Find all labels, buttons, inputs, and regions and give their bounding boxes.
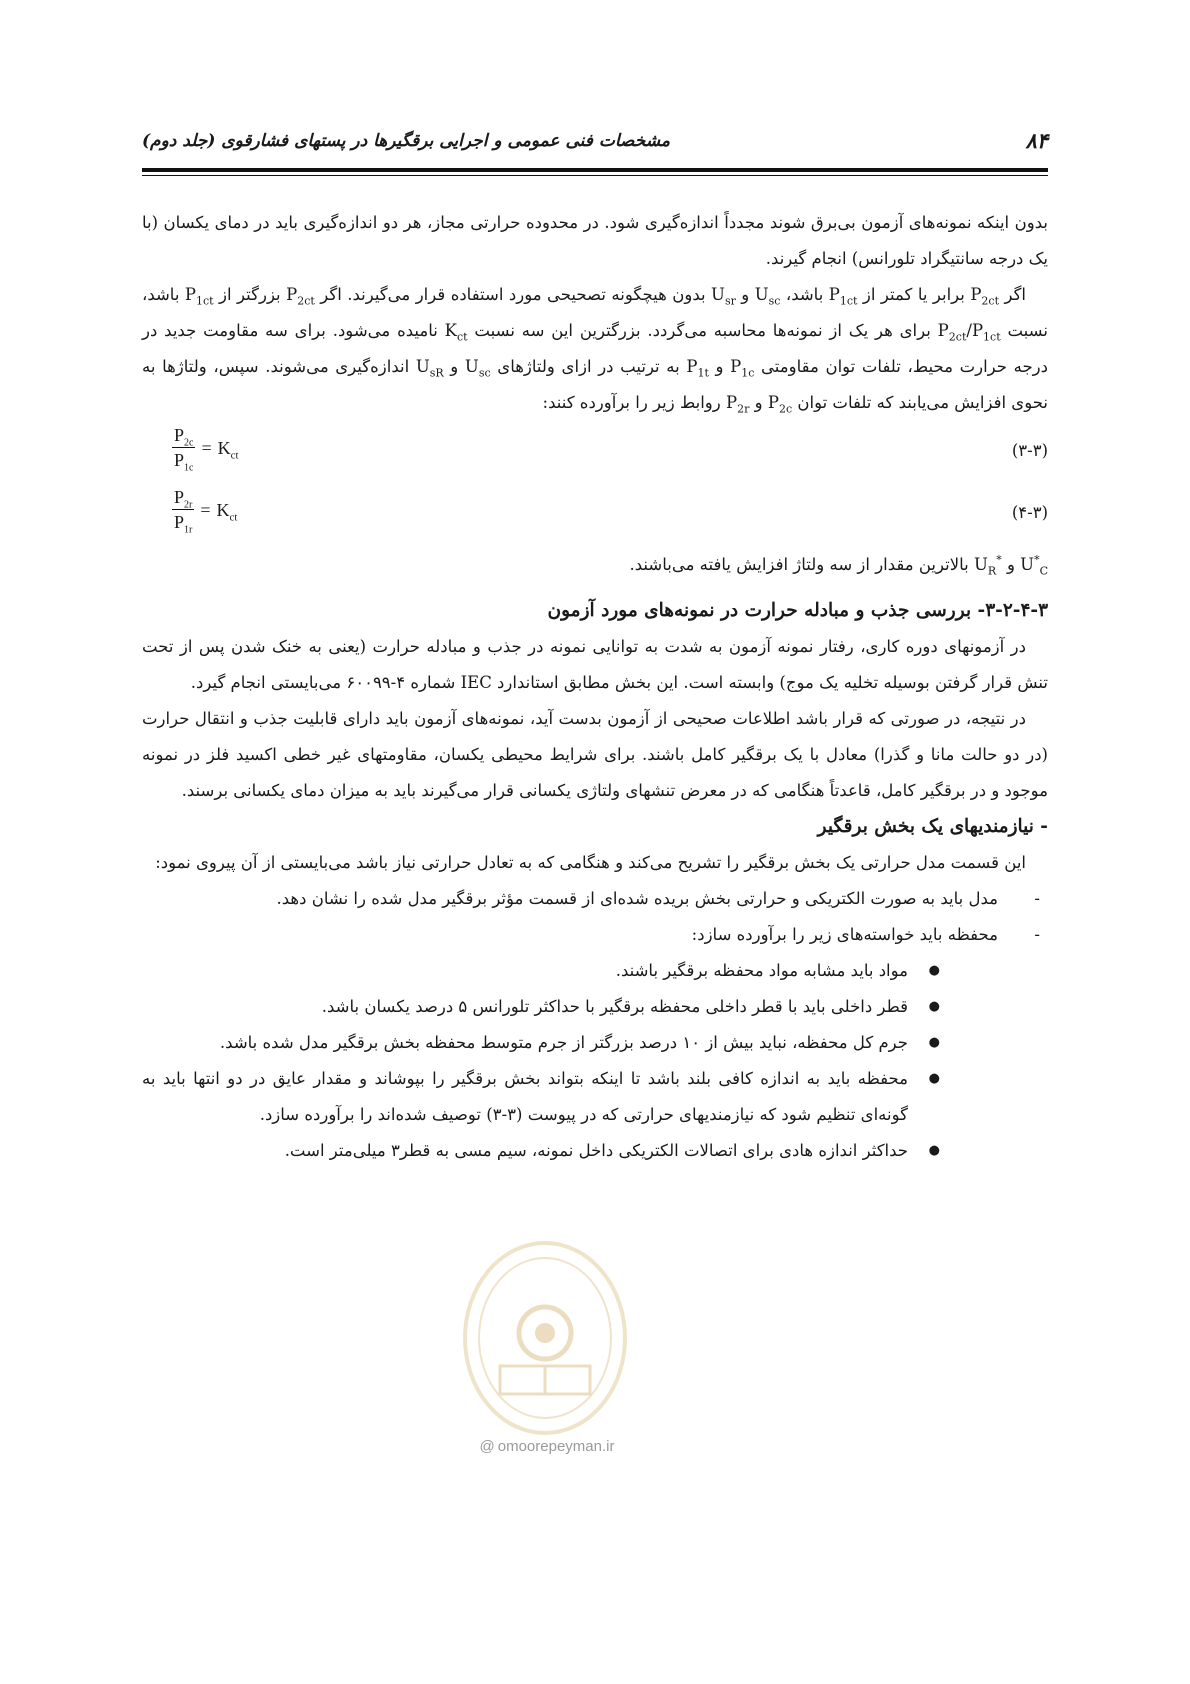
equation-number: (۴-۳) [1011,503,1048,522]
list-item: ● جرم کل محفظه، نباید بیش از ۱۰ درصد بزرگتر از جرم متوسط محفظه بخش برقگیر مدل شده باشد. [219,1033,940,1052]
watermark-logo [460,1238,630,1438]
section-paragraph-1: در آزمونهای دوره کاری، رفتار نمونه آزمون به شدت به توانایی نمونه در جذب و مبادله حرارت (یعنی به خنک شدن پس از تحت تنش قرار گرفتن بوسیله تخلیه یک موج) وابسته است. این بخش مطابق استاندارد IEC شماره ۴-۶۰۰۹۹ می‌بایستی انجام گیرد. [142,637,1048,692]
list-item: ● مواد باید مشابه مواد محفظه برقگیر باشند. [615,961,940,980]
section-paragraph-2: در نتیجه، در صورتی که قرار باشد اطلاعات صحیحی از آزمون بدست آید، نمونه‌های آزمون باید دارای قابلیت جذب و انتقال حرارت (در دو حالت مانا و گذرا) معادل با یک برقگیر کامل باشند. برای شرایط محیطی یکسان، مقاومتهای غیر خطی اکسید فلز در نمونه موجود و در برقگیر کامل، قاعدتاً هنگامی که در معرض تنشهای ولتاژی یکسانی قرار می‌گیرند باید به میزان دمای یکسانی برسند. [142,709,1048,800]
fraction: $\frac{P_{2c}}{P_{1c}}$ [174,425,194,474]
list-item: - مدل باید به صورت الکتریکی و حرارتی بخش بریده شده‌ای از قسمت مؤثر برقگیر مدل شده را نشان دهد. [276,889,1040,908]
paragraph-2: اگر $P_{2ct}$ برابر یا کمتر از $P_{1ct}$ باشد، $U_{sc}$ و $U_{sr}$ بدون هیچگونه تصحیحی مورد استفاده قرار می‌گیرند. اگر $P_{2ct}$ بزرگتر از $P_{1ct}$ باشد، نسبت $P_{2ct}/P_{1ct}$ برای هر یک از نمونه‌ها محاسبه می‌گردد. بزرگترین این سه نسبت $K_{ct}$ نامیده می‌شود. برای سه مقاومت جدید در درجه حرارت محیط، تلفات توان مقاومتی $P_{1c}$ و $P_{1t}$ به ترتیب در ازای ولتاژهای $U_{sc}$ و $U_{sR}$ اندازه‌گیری می‌شوند. سپس، ولتاژها به نحوی افزایش می‌یابند که تلفات توان $P_{2c}$ و $P_{2r}$ روابط زیر را برآورده کنند: [142,285,1048,416]
list-item: ● قطر داخلی باید با قطر داخلی محفظه برقگیر با حداکثر تلورانس ۵ درصد یکسان باشد. [321,997,940,1016]
fraction: $\frac{P_{2r}}{P_{1r}}$ [174,487,193,536]
page-number: ۸۴ [1025,128,1048,153]
paragraph-after-equations: $U^*_C$ و $U_R^*$ بالاترین مقدار از سه ولتاژ افزایش یافته می‌باشند. [629,553,1048,578]
watermark-url: @ omoorepeyman.ir [479,1438,615,1455]
at-icon: @ [479,1438,495,1455]
page-header [142,128,1048,153]
bullet-list [142,953,1048,1169]
page-body [142,205,1048,1169]
equation-number: (۳-۳) [1011,441,1048,460]
header-rule-thin [142,175,1048,176]
list-item: - محفظه باید خواسته‌های زیر را برآورده سازد: [691,925,1040,944]
list-item: ● حداکثر اندازه هادی برای اتصالات الکتریکی داخل نمونه، سیم مسی به قطر۳ میلی‌متر است. [284,1141,940,1160]
paragraph-1: بدون اینکه نمونه‌های آزمون بی‌برق شوند مجدداً اندازه‌گیری شود. در محدوده حرارتی مجاز، هر دو اندازه‌گیری باید در دمای یکسان (با یک درجه سانتیگراد تلورانس) انجام گیرند. [142,213,1048,268]
equation-3-3 [142,423,1048,483]
running-title: مشخصات فنی عمومی و اجرایی برقگیرها در پستهای فشارقوی (جلد دوم) [142,130,671,151]
subsection-paragraph: این قسمت مدل حرارتی یک بخش برقگیر را تشریح می‌کند و هنگامی که به تعادل حرارتی نیاز باشد می‌بایستی از آن پیروی نمود: [155,853,1026,872]
section-heading: ۳-۲-۴-۳- بررسی جذب و مبادله حرارت در نمونه‌های مورد آزمون [547,600,1048,621]
header-rule-thick [142,168,1048,172]
equation-formula: $\frac{P_{2c}}{P_{1c}}$ = $K_{ct}$ [174,425,239,474]
subsection-heading: - نیازمندیهای یک بخش برقگیر [817,816,1048,837]
equation-4-3 [142,485,1048,545]
equation-formula: $\frac{P_{2r}}{P_{1r}}$ = $K_{ct}$ [174,487,238,536]
list-item: ● محفظه باید به اندازه کافی بلند باشد تا اینکه بتواند بخش برقگیر را بپوشاند و مقدار عایق در دو انتها باید به گونه‌ای تنظیم شود که نیازمندیهای حرارتی که در پیوست (۳-۳) توصیف شده‌اند را برآورده سازد. [142,1069,940,1124]
dash-list [142,881,1048,953]
